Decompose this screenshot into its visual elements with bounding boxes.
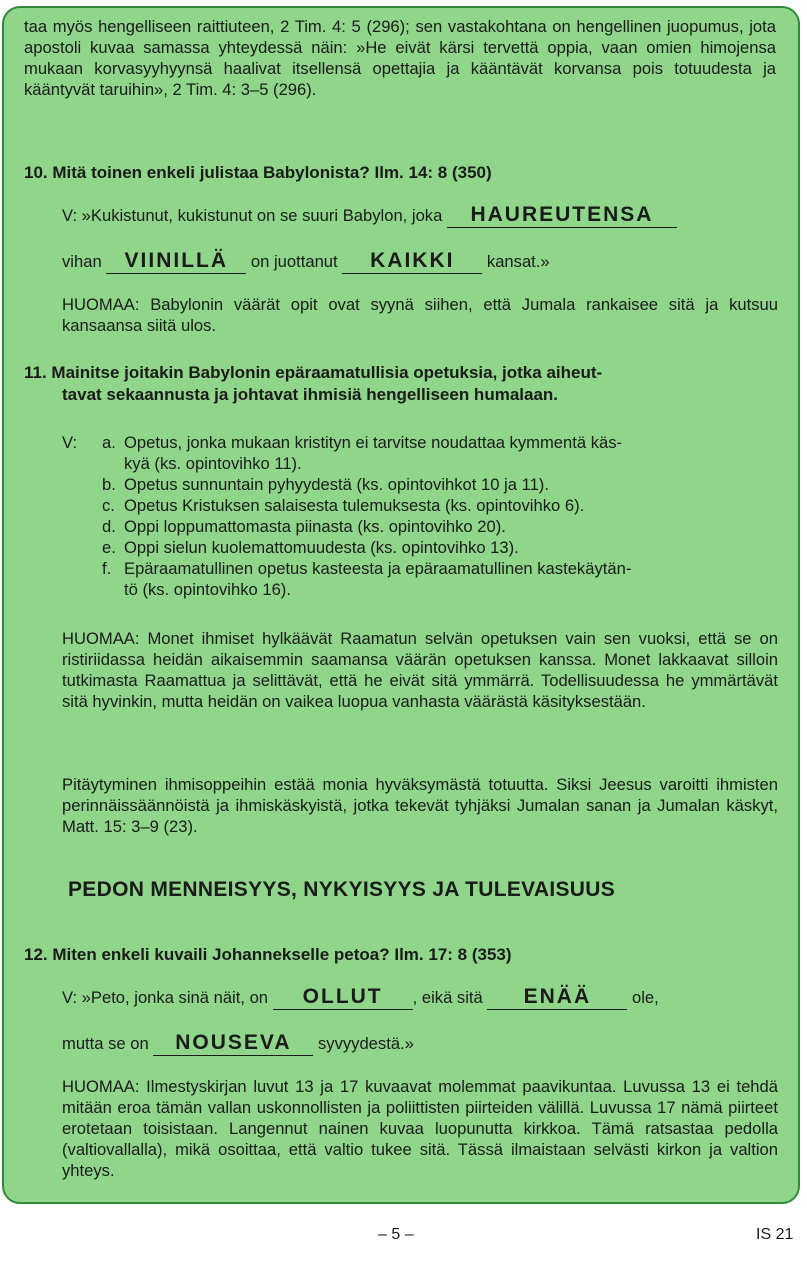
question-10-note: HUOMAA: Babylonin väärät opit ovat syynä siihen, että Jumala rankaisee sitä ja kutsuu kansaansa siitä ulos. [62,295,778,335]
fill-in-blank-answer: OLLUT [273,986,413,1010]
list-item-letter: d. [102,517,116,536]
list-item-text: Opetus, jonka mukaan kristityn ei tarvitse noudattaa kymmentä käs- [124,433,623,452]
fill-in-blank-answer: NOUSEVA [153,1032,313,1056]
answer-text: syvyydestä.» [317,1034,414,1053]
fill-in-blank-answer: ENÄÄ [487,986,627,1010]
list-item-letter: a. [102,433,116,452]
answer-text: on juottanut [250,252,338,271]
question-12-heading: 12. Miten enkeli kuvaili Johannekselle petoa? Ilm. 17: 8 (353) [24,945,512,964]
question-11-note-2: Pitäytyminen ihmisoppeihin estää monia hyväksymästä totuutta. Siksi Jeesus varoitti ihmisten perinnäissäännöistä ja ihmiskäskyistä, jotka tekevät tyhjäksi Jumalan sanan ja Jumalan käskyt, Matt. 15: 3–9 (23). [62,775,778,836]
question-10-heading: 10. Mitä toinen enkeli julistaa Babylonista? Ilm. 14: 8 (350) [24,163,492,182]
answer-text: , eikä sitä [412,988,483,1007]
document-code: IS 21 [756,1226,794,1243]
question-12-answer-line-2 [62,1032,414,1056]
question-12-answer-line-1 [62,986,659,1010]
page-number: – 5 – [378,1226,414,1243]
question-11-heading-line-2: tavat sekaannusta ja johtavat ihmisiä hengelliseen humalaan. [62,385,559,404]
list-item-text: tö (ks. opintovihko 16). [124,580,291,599]
question-10-answer-line-2 [62,250,550,274]
fill-in-blank-answer: KAIKKI [342,250,482,274]
list-item-text: Oppi sielun kuolemattomuudesta (ks. opintovihko 13). [124,538,519,557]
list-item-letter: c. [102,496,115,515]
question-12-note: HUOMAA: Ilmestyskirjan luvut 13 ja 17 kuvaavat molemmat paavikuntaa. Luvussa 13 ei tehdä mitään eroa tämän vallan uskonnollisten ja poliittisten piirteiden välillä. Luvussa 17 nämä piirteet erotetaan toisistaan. Langennut nainen kuvaa luopunutta kirkkoa. Tämä ratsastaa pedolla (valtiovallalla), mikä osoittaa, että valtio tukee sitä. Tässä ilmaistaan selvästi kirkon ja valtion yhteys. [62,1077,778,1180]
list-item-letter: e. [102,538,116,557]
list-item-text: Opetus sunnuntain pyhyydestä (ks. opintovihkot 10 ja 11). [124,475,549,494]
answer-text: vihan [62,252,102,271]
answer-text: V: »Peto, jonka sinä näit, on [62,988,269,1007]
answer-prefix: V: [62,433,78,452]
answer-text: V: »Kukistunut, kukistunut on se suuri Babylon, joka [62,206,443,225]
fill-in-blank-answer: VIINILLÄ [106,250,246,274]
answer-text: ole, [632,988,659,1007]
intro-paragraph: taa myös hengelliseen raittiuteen, 2 Tim. 4: 5 (296); sen vastakohtana on hengellinen juopumus, jota apostoli kuvaa samassa yhteydessä näin: »He eivät kärsi tervettä oppia, vaan omien himojensa mukaan korvasyyhyynsä haalivat itsellensä opettajia ja kääntävät korvansa pois totuudesta ja kääntyvät taruihin», 2 Tim. 4: 3–5 (296). [24,17,776,99]
section-heading: PEDON MENNEISYYS, NYKYISYYS JA TULEVAISUUS [68,878,616,901]
list-item-text: kyä (ks. opintovihko 11). [124,454,302,473]
list-item-letter: b. [102,475,116,494]
list-item-letter: f. [102,559,112,578]
fill-in-blank-answer: HAUREUTENSA [447,204,677,228]
list-item-text: Opetus Kristuksen salaisesta tulemuksesta (ks. opintovihko 6). [124,496,585,515]
green-content-panel [2,6,800,1204]
question-11-note-1: HUOMAA: Monet ihmiset hylkäävät Raamatun selvän opetuksen vain sen vuoksi, että se on ristiriidassa heidän aikaisemmin saamansa väärän opetuksen kanssa. Monet lakkaavat silloin tutkimasta Raamattua ja selittävät, että he eivät sitä ymmärrä. Todellisuudessa he ymmärtävät sitä hyvinkin, mutta heidän on vaikea luopua vanhasta väärästä käsityksestään. [62,629,778,711]
question-10-answer-line-1 [62,204,677,228]
answer-text: mutta se on [62,1034,149,1053]
list-item-text: Epäraamatullinen opetus kasteesta ja epäraamatullinen kastekäytän- [124,559,632,578]
question-11-heading-line-1: 11. Mainitse joitakin Babylonin epäraamatullisia opetuksia, jotka aiheut- [24,363,603,382]
list-item-text: Oppi loppumattomasta piinasta (ks. opintovihko 20). [124,517,506,536]
answer-text: kansat.» [486,252,550,271]
